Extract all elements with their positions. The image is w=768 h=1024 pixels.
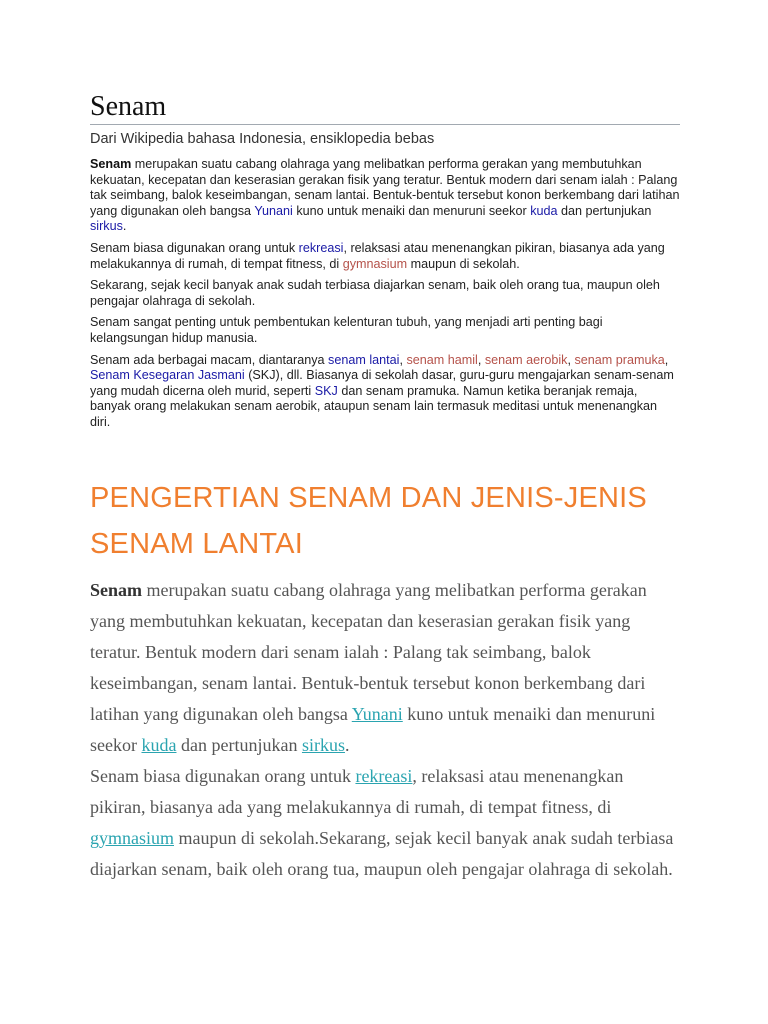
text: . — [344, 734, 350, 755]
text: , — [477, 352, 485, 367]
wiki-paragraph-4: Senam sangat penting untuk pembentukan kelenturan tubuh, yang menjadi arti penting bagi kelangsungan hidup manusia. — [90, 315, 603, 345]
page-title: Senam — [90, 90, 680, 125]
text: Senam ada berbagai macam, diantaranya — [90, 352, 329, 367]
text: maupun di sekolah.Sekarang, sejak kecil banyak anak sudah terbiasa diajarkan senam, baik oleh orang tua, maupun oleh pengajar olahraga di sekolah. — [90, 827, 674, 879]
link-sirkus[interactable]: sirkus — [301, 734, 345, 755]
text: , — [567, 352, 575, 367]
page-subtitle: Dari Wikipedia bahasa Indonesia, ensiklopedia bebas — [90, 131, 435, 147]
text: dan pertunjukan — [557, 203, 652, 218]
link-rekreasi[interactable]: rekreasi — [298, 240, 344, 255]
text: . — [122, 219, 127, 234]
text: merupakan suatu cabang olahraga yang melibatkan performa gerakan yang membutuhkan kekuatan, kecepatan dan keserasian gerakan fisik yang teratur. Bentuk modern dari senam ialah : Palang tak seimbang, balok keseimbangan, senam lantai. Bentuk-bentuk tersebut konon berkembang dari latihan yang digunakan oleh bangsa — [90, 579, 647, 724]
text: , — [399, 352, 407, 367]
link-yunani[interactable]: Yunani — [254, 203, 293, 218]
link-skj[interactable]: SKJ — [314, 383, 338, 398]
section-heading: PENGERTIAN SENAM DAN JENIS-JENIS SENAM LANTAI — [90, 481, 647, 560]
wiki-paragraph-3: Sekarang, sejak kecil banyak anak sudah terbiasa diajarkan senam, baik oleh orang tua, maupun oleh pengajar olahraga di sekolah. — [90, 278, 660, 308]
text: Senam biasa digunakan orang untuk — [90, 240, 299, 255]
article-paragraph — [90, 575, 680, 885]
wiki-paragraph-1 — [90, 157, 680, 235]
text: merupakan suatu cabang olahraga yang melibatkan performa gerakan yang membutuhkan kekuatan, kecepatan dan keserasian gerakan fisik yang teratur. Bentuk modern dari senam ialah : Palang tak seimbang, balok keseimbangan, senam lantai. Bentuk-bentuk tersebut konon berkembang dari latihan yang digunakan oleh bangsa — [90, 157, 680, 218]
text: , relaksasi atau menenangkan pikiran, biasanya ada yang melakukannya di rumah, di tempat fitness, di — [90, 240, 665, 271]
link-yunani[interactable]: Yunani — [351, 703, 403, 724]
bold-term: Senam — [90, 579, 143, 600]
text: maupun di sekolah. — [407, 256, 520, 271]
link-rekreasi[interactable]: rekreasi — [355, 765, 413, 786]
wiki-paragraph-5 — [90, 353, 680, 431]
text: (SKJ), dll. Biasanya di sekolah dasar, guru-guru mengajarkan senam-senam yang mudah dicerna oleh murid, seperti — [90, 368, 674, 398]
link-sirkus[interactable]: sirkus — [90, 219, 123, 234]
text: kuno untuk menaiki dan menuruni seekor — [292, 203, 531, 218]
text: kuno untuk menaiki dan menuruni seekor — [90, 703, 656, 755]
link-gymnasium[interactable]: gymnasium — [90, 827, 174, 848]
link-gymnasium[interactable]: gymnasium — [342, 256, 408, 271]
link-senam-kesegaran-jasmani[interactable]: Senam Kesegaran Jasmani — [90, 368, 245, 383]
text: dan senam pramuka. Namun ketika beranjak remaja, banyak orang melakukan senam aerobik, ataupun senam lain termasuk meditasi untuk menenangkan diri. — [90, 383, 658, 429]
link-kuda[interactable]: kuda — [530, 203, 558, 218]
link-senam-aerobik[interactable]: senam aerobik — [484, 352, 568, 367]
text: , relaksasi atau menenangkan pikiran, biasanya ada yang melakukannya di rumah, di tempat fitness, di — [90, 765, 624, 817]
link-senam-pramuka[interactable]: senam pramuka — [574, 352, 665, 367]
text: Senam biasa digunakan orang untuk — [90, 765, 356, 786]
bold-term: Senam — [90, 157, 132, 171]
link-senam-lantai[interactable]: senam lantai — [328, 352, 400, 367]
wiki-paragraph-2 — [90, 241, 680, 272]
link-kuda[interactable]: kuda — [141, 734, 177, 755]
link-senam-hamil[interactable]: senam hamil — [406, 352, 478, 367]
text: , — [664, 352, 669, 367]
text: dan pertunjukan — [176, 734, 302, 755]
document — [90, 90, 680, 885]
